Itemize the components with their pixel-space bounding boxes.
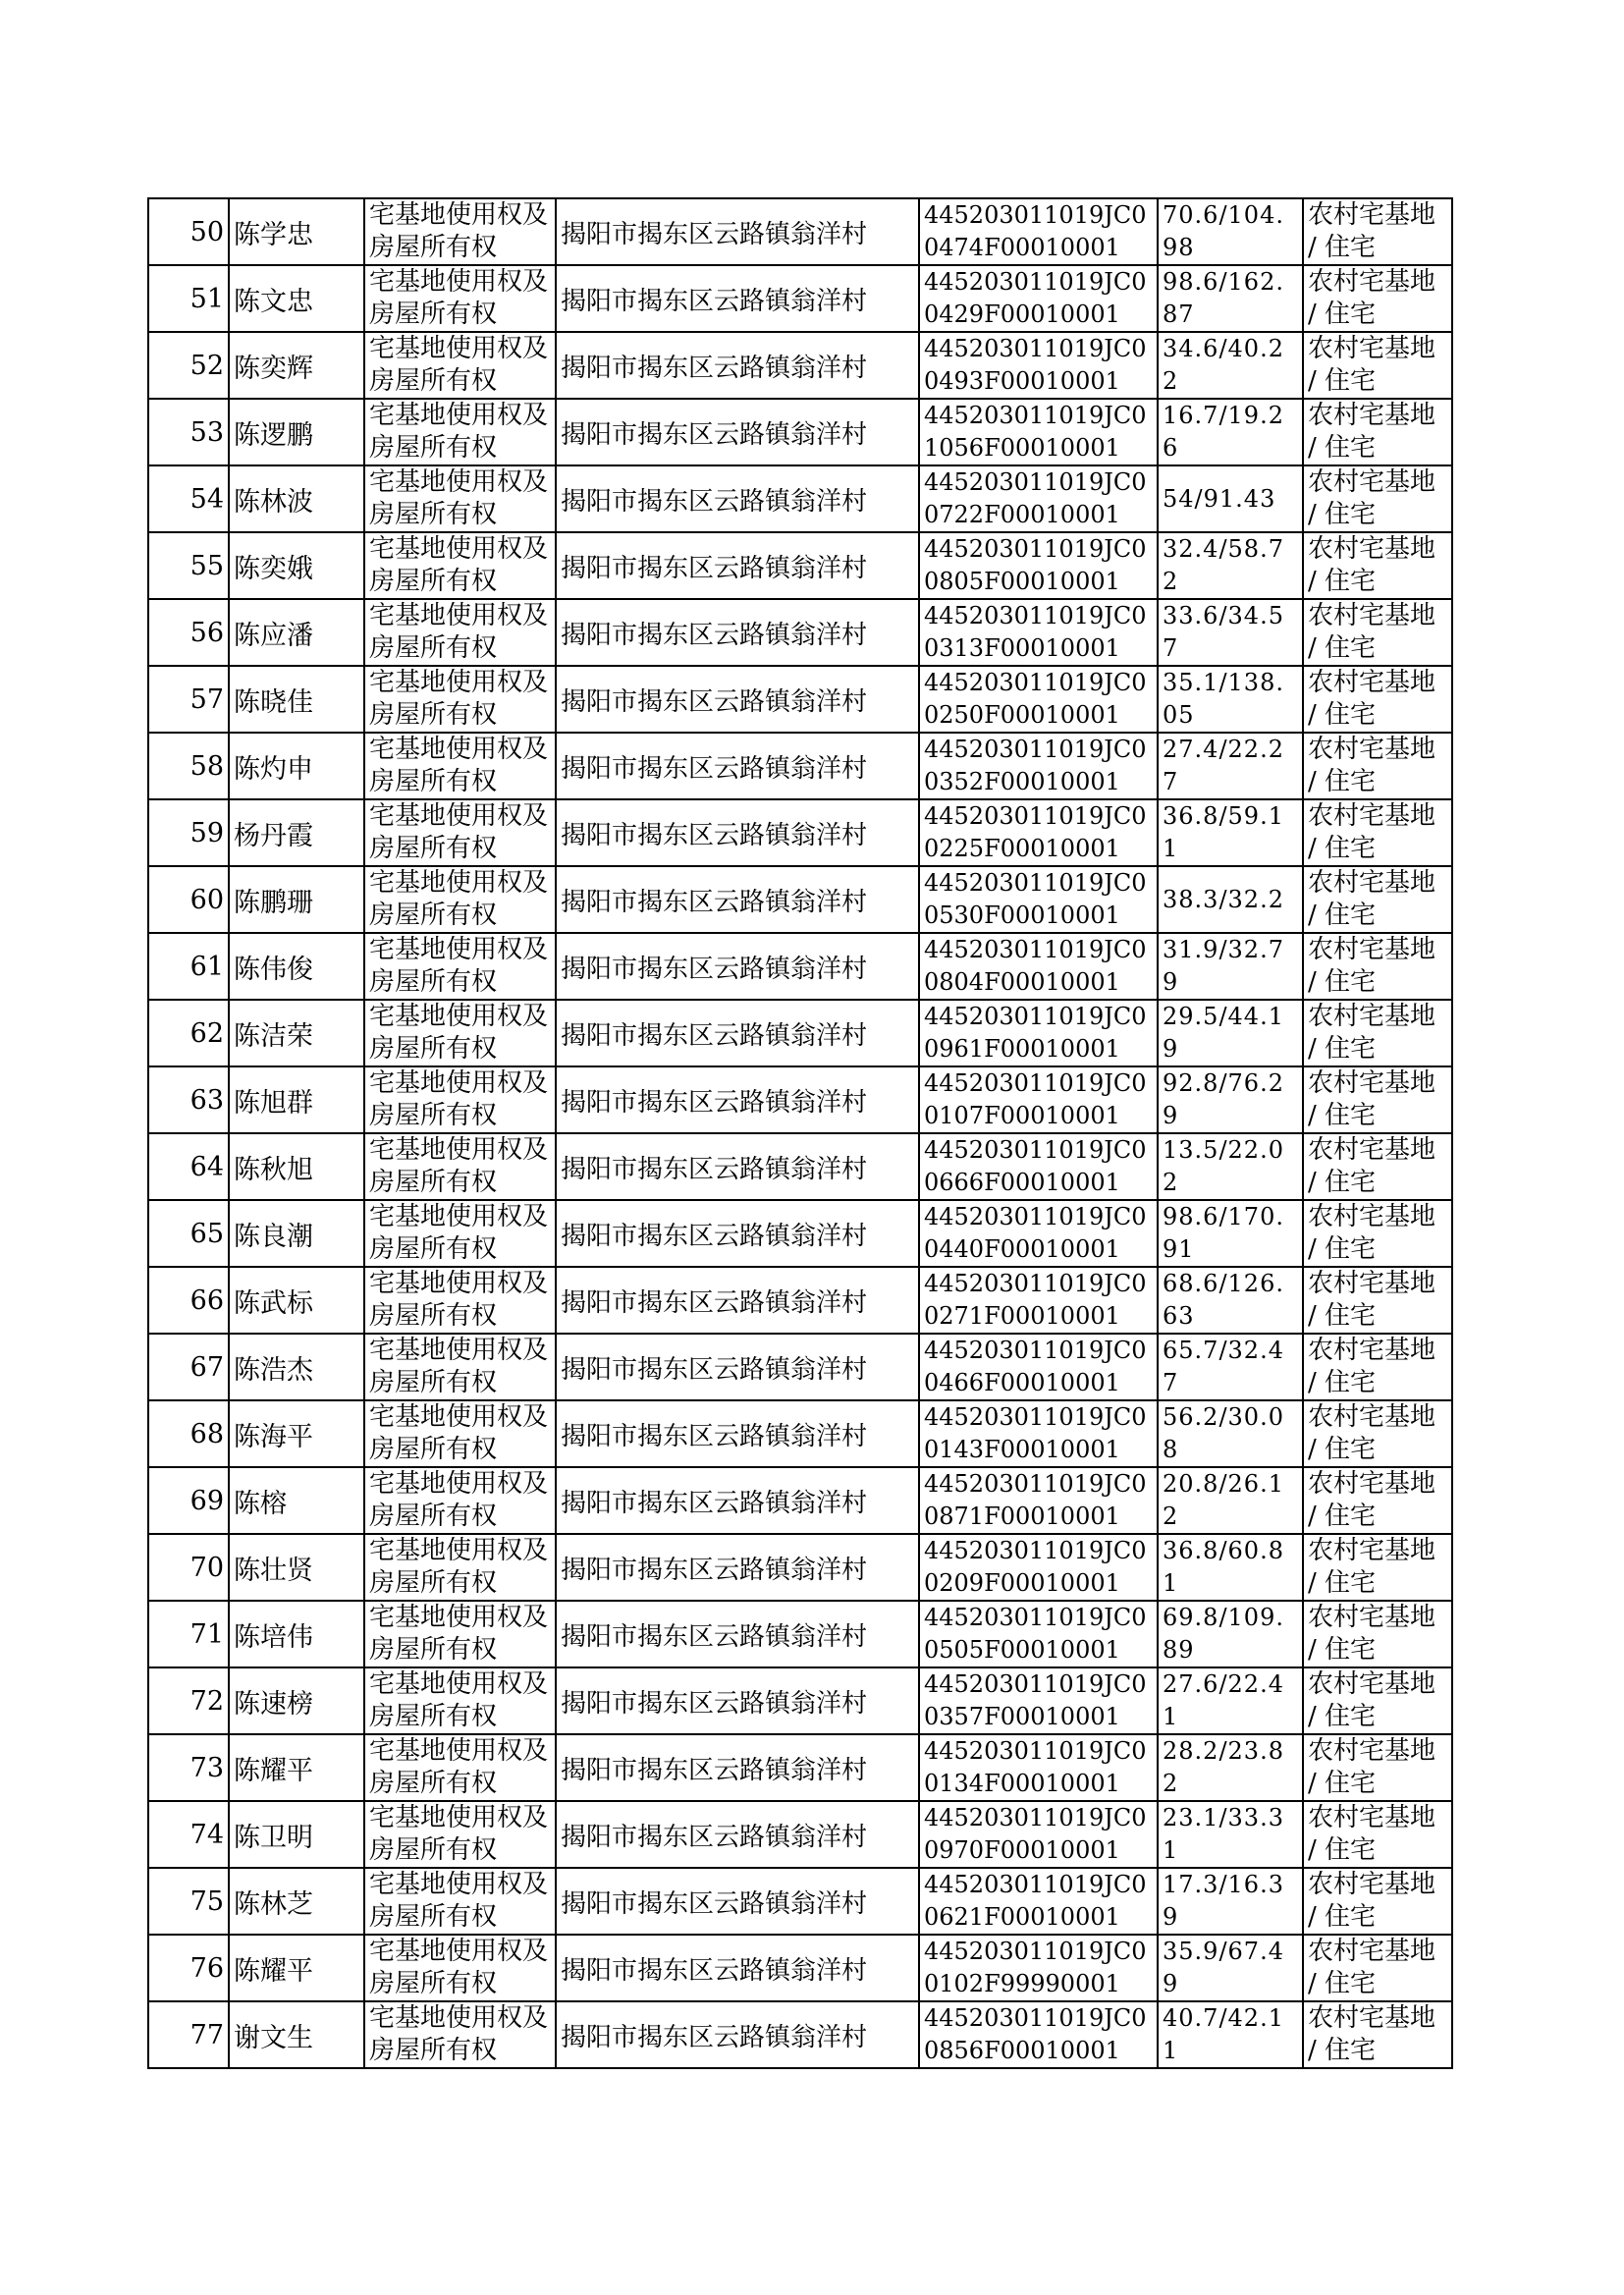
unit-code-cell: 445203011019JC00429F00010001	[919, 265, 1158, 332]
table-row	[148, 1400, 1452, 1467]
owner-name-cell: 陈卫明	[229, 1801, 364, 1868]
table-row	[148, 799, 1452, 866]
land-use-cell: 农村宅基地 / 住宅	[1303, 1534, 1452, 1601]
row-number-cell: 73	[148, 1734, 229, 1801]
owner-name-cell: 陈鹏珊	[229, 866, 364, 933]
table-row	[148, 465, 1452, 532]
owner-name-cell: 陈良潮	[229, 1200, 364, 1267]
right-type-cell: 宅基地使用权及房屋所有权	[364, 1734, 556, 1801]
table-row	[148, 1133, 1452, 1200]
land-use-cell: 农村宅基地 / 住宅	[1303, 1000, 1452, 1066]
unit-code-cell: 445203011019JC00102F99990001	[919, 1935, 1158, 2001]
right-type-cell: 宅基地使用权及房屋所有权	[364, 1334, 556, 1400]
row-number-cell: 52	[148, 332, 229, 399]
row-number-cell: 56	[148, 599, 229, 666]
owner-name-cell: 陈奕辉	[229, 332, 364, 399]
property-location-cell: 揭阳市揭东区云路镇翁洋村	[556, 1133, 919, 1200]
table-row	[148, 666, 1452, 733]
land-use-cell: 农村宅基地 / 住宅	[1303, 1801, 1452, 1868]
unit-code-cell: 445203011019JC00970F00010001	[919, 1801, 1158, 1868]
area-value-cell: 23.1/33.31	[1158, 1801, 1303, 1868]
unit-code-cell: 445203011019JC00474F00010001	[919, 198, 1158, 265]
area-value-cell: 98.6/170.91	[1158, 1200, 1303, 1267]
table-row	[148, 1200, 1452, 1267]
area-value-cell: 35.1/138.05	[1158, 666, 1303, 733]
owner-name-cell: 杨丹霞	[229, 799, 364, 866]
property-location-cell: 揭阳市揭东区云路镇翁洋村	[556, 1667, 919, 1734]
land-use-cell: 农村宅基地 / 住宅	[1303, 866, 1452, 933]
area-value-cell: 98.6/162.87	[1158, 265, 1303, 332]
row-number-cell: 69	[148, 1467, 229, 1534]
unit-code-cell: 445203011019JC00804F00010001	[919, 933, 1158, 1000]
unit-code-cell: 445203011019JC00621F00010001	[919, 1868, 1158, 1935]
owner-name-cell: 陈林芝	[229, 1868, 364, 1935]
row-number-cell: 68	[148, 1400, 229, 1467]
owner-name-cell: 陈文忠	[229, 265, 364, 332]
area-value-cell: 32.4/58.72	[1158, 532, 1303, 599]
unit-code-cell: 445203011019JC00357F00010001	[919, 1667, 1158, 1734]
owner-name-cell: 陈旭群	[229, 1066, 364, 1133]
land-use-cell: 农村宅基地 / 住宅	[1303, 1133, 1452, 1200]
property-location-cell: 揭阳市揭东区云路镇翁洋村	[556, 265, 919, 332]
unit-code-cell: 445203011019JC00225F00010001	[919, 799, 1158, 866]
property-location-cell: 揭阳市揭东区云路镇翁洋村	[556, 1801, 919, 1868]
area-value-cell: 27.6/22.41	[1158, 1667, 1303, 1734]
property-location-cell: 揭阳市揭东区云路镇翁洋村	[556, 332, 919, 399]
property-location-cell: 揭阳市揭东区云路镇翁洋村	[556, 599, 919, 666]
right-type-cell: 宅基地使用权及房屋所有权	[364, 399, 556, 465]
row-number-cell: 57	[148, 666, 229, 733]
right-type-cell: 宅基地使用权及房屋所有权	[364, 332, 556, 399]
table-row	[148, 1801, 1452, 1868]
right-type-cell: 宅基地使用权及房屋所有权	[364, 799, 556, 866]
right-type-cell: 宅基地使用权及房屋所有权	[364, 1667, 556, 1734]
area-value-cell: 38.3/32.2	[1158, 866, 1303, 933]
unit-code-cell: 445203011019JC00871F00010001	[919, 1467, 1158, 1534]
row-number-cell: 71	[148, 1601, 229, 1667]
table-row	[148, 1667, 1452, 1734]
property-location-cell: 揭阳市揭东区云路镇翁洋村	[556, 1868, 919, 1935]
unit-code-cell: 445203011019JC01056F00010001	[919, 399, 1158, 465]
row-number-cell: 58	[148, 733, 229, 799]
row-number-cell: 62	[148, 1000, 229, 1066]
property-location-cell: 揭阳市揭东区云路镇翁洋村	[556, 1400, 919, 1467]
area-value-cell: 34.6/40.22	[1158, 332, 1303, 399]
property-location-cell: 揭阳市揭东区云路镇翁洋村	[556, 1200, 919, 1267]
table-row	[148, 1467, 1452, 1534]
land-use-cell: 农村宅基地 / 住宅	[1303, 1200, 1452, 1267]
table-row	[148, 198, 1452, 265]
owner-name-cell: 陈晓佳	[229, 666, 364, 733]
right-type-cell: 宅基地使用权及房屋所有权	[364, 1066, 556, 1133]
land-use-cell: 农村宅基地 / 住宅	[1303, 1734, 1452, 1801]
table-row	[148, 1000, 1452, 1066]
area-value-cell: 70.6/104.98	[1158, 198, 1303, 265]
area-value-cell: 17.3/16.39	[1158, 1868, 1303, 1935]
table-row	[148, 1534, 1452, 1601]
owner-name-cell: 陈海平	[229, 1400, 364, 1467]
right-type-cell: 宅基地使用权及房屋所有权	[364, 733, 556, 799]
table-row	[148, 1601, 1452, 1667]
right-type-cell: 宅基地使用权及房屋所有权	[364, 1601, 556, 1667]
property-location-cell: 揭阳市揭东区云路镇翁洋村	[556, 532, 919, 599]
row-number-cell: 77	[148, 2001, 229, 2068]
unit-code-cell: 445203011019JC00530F00010001	[919, 866, 1158, 933]
unit-code-cell: 445203011019JC00805F00010001	[919, 532, 1158, 599]
owner-name-cell: 陈灼申	[229, 733, 364, 799]
table-row	[148, 1734, 1452, 1801]
unit-code-cell: 445203011019JC00143F00010001	[919, 1400, 1158, 1467]
row-number-cell: 70	[148, 1534, 229, 1601]
row-number-cell: 54	[148, 465, 229, 532]
row-number-cell: 61	[148, 933, 229, 1000]
property-location-cell: 揭阳市揭东区云路镇翁洋村	[556, 1066, 919, 1133]
owner-name-cell: 陈浩杰	[229, 1334, 364, 1400]
area-value-cell: 35.9/67.49	[1158, 1935, 1303, 2001]
property-location-cell: 揭阳市揭东区云路镇翁洋村	[556, 733, 919, 799]
area-value-cell: 56.2/30.08	[1158, 1400, 1303, 1467]
right-type-cell: 宅基地使用权及房屋所有权	[364, 1133, 556, 1200]
area-value-cell: 29.5/44.19	[1158, 1000, 1303, 1066]
property-location-cell: 揭阳市揭东区云路镇翁洋村	[556, 2001, 919, 2068]
land-use-cell: 农村宅基地 / 住宅	[1303, 599, 1452, 666]
registration-table	[147, 197, 1453, 2069]
row-number-cell: 64	[148, 1133, 229, 1200]
land-use-cell: 农村宅基地 / 住宅	[1303, 666, 1452, 733]
property-location-cell: 揭阳市揭东区云路镇翁洋村	[556, 933, 919, 1000]
land-use-cell: 农村宅基地 / 住宅	[1303, 532, 1452, 599]
right-type-cell: 宅基地使用权及房屋所有权	[364, 265, 556, 332]
land-use-cell: 农村宅基地 / 住宅	[1303, 2001, 1452, 2068]
row-number-cell: 60	[148, 866, 229, 933]
unit-code-cell: 445203011019JC00352F00010001	[919, 733, 1158, 799]
owner-name-cell: 陈榕	[229, 1467, 364, 1534]
table-row	[148, 599, 1452, 666]
area-value-cell: 69.8/109.89	[1158, 1601, 1303, 1667]
land-use-cell: 农村宅基地 / 住宅	[1303, 1066, 1452, 1133]
right-type-cell: 宅基地使用权及房屋所有权	[364, 1467, 556, 1534]
table-row	[148, 1868, 1452, 1935]
land-use-cell: 农村宅基地 / 住宅	[1303, 933, 1452, 1000]
row-number-cell: 76	[148, 1935, 229, 2001]
owner-name-cell: 陈逻鹏	[229, 399, 364, 465]
right-type-cell: 宅基地使用权及房屋所有权	[364, 599, 556, 666]
right-type-cell: 宅基地使用权及房屋所有权	[364, 666, 556, 733]
row-number-cell: 50	[148, 198, 229, 265]
owner-name-cell: 陈耀平	[229, 1935, 364, 2001]
area-value-cell: 36.8/60.81	[1158, 1534, 1303, 1601]
table-body	[148, 198, 1452, 2068]
right-type-cell: 宅基地使用权及房屋所有权	[364, 933, 556, 1000]
row-number-cell: 51	[148, 265, 229, 332]
unit-code-cell: 445203011019JC00134F00010001	[919, 1734, 1158, 1801]
owner-name-cell: 陈培伟	[229, 1601, 364, 1667]
property-location-cell: 揭阳市揭东区云路镇翁洋村	[556, 198, 919, 265]
right-type-cell: 宅基地使用权及房屋所有权	[364, 1267, 556, 1334]
unit-code-cell: 445203011019JC00666F00010001	[919, 1133, 1158, 1200]
right-type-cell: 宅基地使用权及房屋所有权	[364, 866, 556, 933]
property-location-cell: 揭阳市揭东区云路镇翁洋村	[556, 399, 919, 465]
land-use-cell: 农村宅基地 / 住宅	[1303, 265, 1452, 332]
property-location-cell: 揭阳市揭东区云路镇翁洋村	[556, 1334, 919, 1400]
owner-name-cell: 陈壮贤	[229, 1534, 364, 1601]
owner-name-cell: 陈秋旭	[229, 1133, 364, 1200]
land-use-cell: 农村宅基地 / 住宅	[1303, 465, 1452, 532]
area-value-cell: 20.8/26.12	[1158, 1467, 1303, 1534]
right-type-cell: 宅基地使用权及房屋所有权	[364, 1534, 556, 1601]
area-value-cell: 36.8/59.11	[1158, 799, 1303, 866]
area-value-cell: 65.7/32.47	[1158, 1334, 1303, 1400]
right-type-cell: 宅基地使用权及房屋所有权	[364, 1868, 556, 1935]
area-value-cell: 40.7/42.11	[1158, 2001, 1303, 2068]
table-row	[148, 1267, 1452, 1334]
row-number-cell: 75	[148, 1868, 229, 1935]
owner-name-cell: 陈耀平	[229, 1734, 364, 1801]
right-type-cell: 宅基地使用权及房屋所有权	[364, 1200, 556, 1267]
row-number-cell: 72	[148, 1667, 229, 1734]
owner-name-cell: 陈伟俊	[229, 933, 364, 1000]
table-row	[148, 866, 1452, 933]
area-value-cell: 68.6/126.63	[1158, 1267, 1303, 1334]
table-row	[148, 265, 1452, 332]
land-use-cell: 农村宅基地 / 住宅	[1303, 1868, 1452, 1935]
area-value-cell: 92.8/76.29	[1158, 1066, 1303, 1133]
right-type-cell: 宅基地使用权及房屋所有权	[364, 465, 556, 532]
row-number-cell: 67	[148, 1334, 229, 1400]
right-type-cell: 宅基地使用权及房屋所有权	[364, 1000, 556, 1066]
owner-name-cell: 陈应潘	[229, 599, 364, 666]
row-number-cell: 59	[148, 799, 229, 866]
unit-code-cell: 445203011019JC00466F00010001	[919, 1334, 1158, 1400]
land-use-cell: 农村宅基地 / 住宅	[1303, 1601, 1452, 1667]
unit-code-cell: 445203011019JC00440F00010001	[919, 1200, 1158, 1267]
land-use-cell: 农村宅基地 / 住宅	[1303, 1267, 1452, 1334]
right-type-cell: 宅基地使用权及房屋所有权	[364, 532, 556, 599]
owner-name-cell: 陈速榜	[229, 1667, 364, 1734]
land-use-cell: 农村宅基地 / 住宅	[1303, 799, 1452, 866]
table-row	[148, 1066, 1452, 1133]
table-row	[148, 399, 1452, 465]
unit-code-cell: 445203011019JC00961F00010001	[919, 1000, 1158, 1066]
land-use-cell: 农村宅基地 / 住宅	[1303, 1467, 1452, 1534]
property-location-cell: 揭阳市揭东区云路镇翁洋村	[556, 465, 919, 532]
area-value-cell: 13.5/22.02	[1158, 1133, 1303, 1200]
owner-name-cell: 陈林波	[229, 465, 364, 532]
unit-code-cell: 445203011019JC00722F00010001	[919, 465, 1158, 532]
land-use-cell: 农村宅基地 / 住宅	[1303, 399, 1452, 465]
right-type-cell: 宅基地使用权及房屋所有权	[364, 198, 556, 265]
unit-code-cell: 445203011019JC00493F00010001	[919, 332, 1158, 399]
area-value-cell: 16.7/19.26	[1158, 399, 1303, 465]
row-number-cell: 66	[148, 1267, 229, 1334]
land-use-cell: 农村宅基地 / 住宅	[1303, 733, 1452, 799]
property-location-cell: 揭阳市揭东区云路镇翁洋村	[556, 1534, 919, 1601]
property-location-cell: 揭阳市揭东区云路镇翁洋村	[556, 866, 919, 933]
area-value-cell: 27.4/22.27	[1158, 733, 1303, 799]
property-location-cell: 揭阳市揭东区云路镇翁洋村	[556, 1267, 919, 1334]
right-type-cell: 宅基地使用权及房屋所有权	[364, 1935, 556, 2001]
owner-name-cell: 陈奕娥	[229, 532, 364, 599]
land-use-cell: 农村宅基地 / 住宅	[1303, 1935, 1452, 2001]
land-use-cell: 农村宅基地 / 住宅	[1303, 332, 1452, 399]
property-location-cell: 揭阳市揭东区云路镇翁洋村	[556, 799, 919, 866]
right-type-cell: 宅基地使用权及房屋所有权	[364, 1400, 556, 1467]
unit-code-cell: 445203011019JC00209F00010001	[919, 1534, 1158, 1601]
unit-code-cell: 445203011019JC00107F00010001	[919, 1066, 1158, 1133]
land-use-cell: 农村宅基地 / 住宅	[1303, 1400, 1452, 1467]
area-value-cell: 54/91.43	[1158, 465, 1303, 532]
property-location-cell: 揭阳市揭东区云路镇翁洋村	[556, 666, 919, 733]
land-use-cell: 农村宅基地 / 住宅	[1303, 198, 1452, 265]
land-use-cell: 农村宅基地 / 住宅	[1303, 1334, 1452, 1400]
table-row	[148, 1935, 1452, 2001]
property-location-cell: 揭阳市揭东区云路镇翁洋村	[556, 1601, 919, 1667]
right-type-cell: 宅基地使用权及房屋所有权	[364, 1801, 556, 1868]
property-location-cell: 揭阳市揭东区云路镇翁洋村	[556, 1467, 919, 1534]
right-type-cell: 宅基地使用权及房屋所有权	[364, 2001, 556, 2068]
table-row	[148, 933, 1452, 1000]
row-number-cell: 63	[148, 1066, 229, 1133]
unit-code-cell: 445203011019JC00505F00010001	[919, 1601, 1158, 1667]
area-value-cell: 28.2/23.82	[1158, 1734, 1303, 1801]
land-use-cell: 农村宅基地 / 住宅	[1303, 1667, 1452, 1734]
property-location-cell: 揭阳市揭东区云路镇翁洋村	[556, 1000, 919, 1066]
table-row	[148, 332, 1452, 399]
unit-code-cell: 445203011019JC00313F00010001	[919, 599, 1158, 666]
row-number-cell: 74	[148, 1801, 229, 1868]
row-number-cell: 55	[148, 532, 229, 599]
owner-name-cell: 陈洁荣	[229, 1000, 364, 1066]
property-location-cell: 揭阳市揭东区云路镇翁洋村	[556, 1935, 919, 2001]
unit-code-cell: 445203011019JC00856F00010001	[919, 2001, 1158, 2068]
unit-code-cell: 445203011019JC00250F00010001	[919, 666, 1158, 733]
unit-code-cell: 445203011019JC00271F00010001	[919, 1267, 1158, 1334]
table-row	[148, 532, 1452, 599]
owner-name-cell: 谢文生	[229, 2001, 364, 2068]
area-value-cell: 33.6/34.57	[1158, 599, 1303, 666]
table-row	[148, 1334, 1452, 1400]
row-number-cell: 65	[148, 1200, 229, 1267]
property-location-cell: 揭阳市揭东区云路镇翁洋村	[556, 1734, 919, 1801]
table-row	[148, 2001, 1452, 2068]
owner-name-cell: 陈武标	[229, 1267, 364, 1334]
row-number-cell: 53	[148, 399, 229, 465]
table-row	[148, 733, 1452, 799]
owner-name-cell: 陈学忠	[229, 198, 364, 265]
area-value-cell: 31.9/32.79	[1158, 933, 1303, 1000]
